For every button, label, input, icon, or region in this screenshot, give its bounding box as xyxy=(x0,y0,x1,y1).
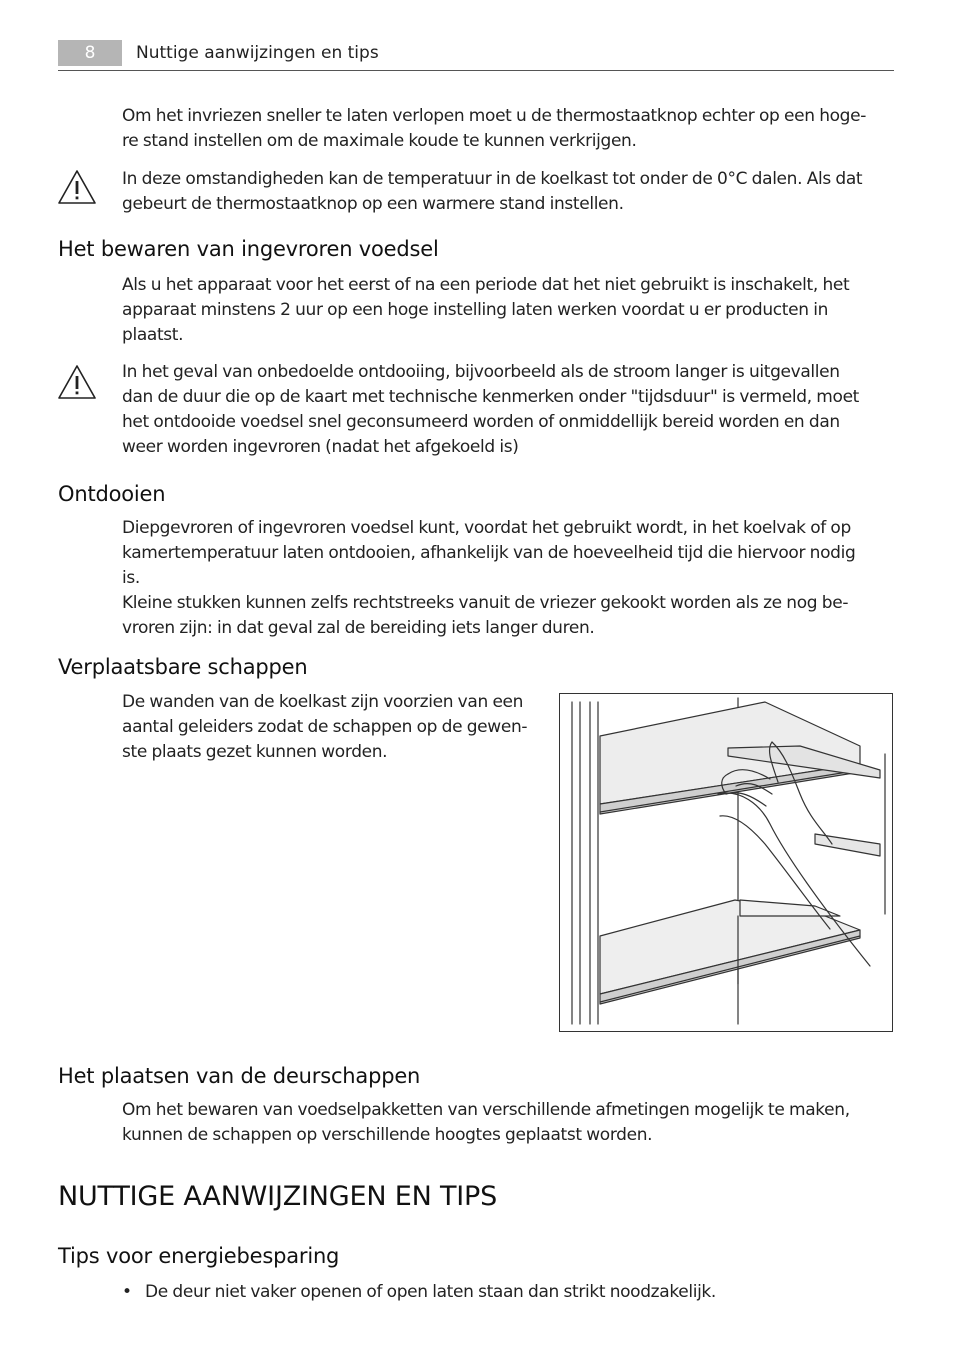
shelves-paragraph xyxy=(122,690,527,765)
paragraph-line: Als u het apparaat voor het eerst of na een periode dat het niet gebruikt is inschakelt, het xyxy=(122,275,850,295)
door-paragraph xyxy=(122,1098,850,1148)
paragraph-line: Kleine stukken kunnen zelfs rechtstreeks vanuit de vriezer gekookt worden als ze nog be- xyxy=(122,593,849,613)
warning-text xyxy=(122,360,859,460)
paragraph-line: plaatst. xyxy=(122,325,184,345)
warning-text xyxy=(122,167,862,217)
section-heading: Ontdooien xyxy=(58,482,166,506)
warning-line: In het geval van onbedoelde ontdooiing, bijvoorbeeld als de stroom langer is uitgevallen xyxy=(122,362,840,382)
paragraph-line: De wanden van de koelkast zijn voorzien van een xyxy=(122,692,524,712)
paragraph-line: kamertemperatuur laten ontdooien, afhankelijk van de hoeveelheid tijd die hiervoor nodig xyxy=(122,543,856,563)
paragraph-line: ste plaats gezet kunnen worden. xyxy=(122,742,388,762)
intro-line: Om het invriezen sneller te laten verlopen moet u de thermostaatknop echter op een hoge- xyxy=(122,106,867,126)
intro-paragraph xyxy=(122,104,866,154)
shelf-illustration xyxy=(559,693,893,1032)
warning-triangle-icon xyxy=(57,364,97,400)
chapter-title: NUTTIGE AANWIJZINGEN EN TIPS xyxy=(58,1181,498,1212)
section-heading: Het plaatsen van de deurschappen xyxy=(58,1064,421,1088)
header-rule xyxy=(58,70,894,71)
warning-line: In deze omstandigheden kan de temperatuur in de koelkast tot onder de 0°C dalen. Als dat xyxy=(122,169,863,189)
section-heading: Het bewaren van ingevroren voedsel xyxy=(58,237,439,261)
paragraph-line: Diepgevroren of ingevroren voedsel kunt, voordat het gebruikt wordt, in het koelvak of op xyxy=(122,518,851,538)
paragraph-line: Om het bewaren van voedselpakketten van verschillende afmetingen mogelijk te maken, xyxy=(122,1100,850,1120)
section-heading: Tips voor energiebesparing xyxy=(58,1244,340,1268)
paragraph-line: aantal geleiders zodat de schappen op de gewen- xyxy=(122,717,528,737)
bullet-item: De deur niet vaker openen of open laten staan dan strikt noodzakelijk. xyxy=(145,1282,716,1302)
paragraph-line: apparaat minstens 2 uur op een hoge instelling laten werken voordat u er producten in xyxy=(122,300,828,320)
thaw-paragraph xyxy=(122,516,855,641)
running-header-title: Nuttige aanwijzingen en tips xyxy=(136,43,379,63)
page-number: 8 xyxy=(58,40,122,66)
storage-paragraph xyxy=(122,273,849,348)
paragraph-line: is. xyxy=(122,568,140,588)
bullet-icon: • xyxy=(122,1282,132,1302)
intro-line: re stand instellen om de maximale koude te kunnen verkrijgen. xyxy=(122,131,637,151)
section-heading: Verplaatsbare schappen xyxy=(58,655,308,679)
paragraph-line: vroren zijn: in dat geval zal de bereiding iets langer duren. xyxy=(122,618,595,638)
warning-line: dan de duur die op de kaart met technische kenmerken onder "tijdsduur" is vermeld, moet xyxy=(122,387,859,407)
warning-line: weer worden ingevroren (nadat het afgekoeld is) xyxy=(122,437,519,457)
shelf-drawing-icon xyxy=(560,694,892,1031)
warning-line: het ontdooide voedsel snel geconsumeerd worden of onmiddellijk bereid worden en dan xyxy=(122,412,840,432)
paragraph-line: kunnen de schappen op verschillende hoogtes geplaatst worden. xyxy=(122,1125,653,1145)
warning-line: gebeurt de thermostaatknop op een warmere stand instellen. xyxy=(122,194,624,214)
warning-triangle-icon xyxy=(57,169,97,205)
